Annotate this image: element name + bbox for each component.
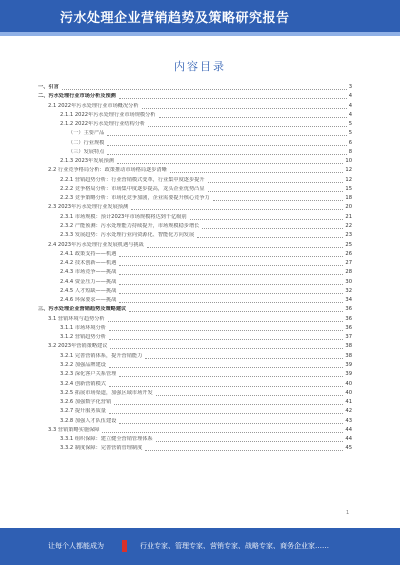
toc-entry[interactable] bbox=[38, 316, 352, 323]
toc-entry[interactable] bbox=[38, 334, 352, 341]
toc-entry-page: 36 bbox=[345, 315, 352, 322]
toc-entry-page: 39 bbox=[345, 361, 352, 368]
toc-entry[interactable] bbox=[38, 306, 352, 313]
toc-leader-dots bbox=[170, 169, 344, 173]
table-of-contents bbox=[38, 84, 352, 455]
toc-leader-dots bbox=[107, 142, 346, 146]
toc-entry-label: 2.4 2023年污水处理行业发展机遇与挑战 bbox=[48, 241, 144, 248]
toc-entry-page: 39 bbox=[345, 371, 352, 378]
toc-entry-page: 38 bbox=[345, 352, 352, 359]
toc-leader-dots bbox=[197, 234, 343, 238]
toc-entry[interactable] bbox=[38, 381, 352, 388]
toc-leader-dots bbox=[159, 114, 347, 118]
toc-entry-label: 2.3 2023年污水处理行业发展预测 bbox=[48, 204, 129, 211]
toc-entry[interactable] bbox=[38, 177, 352, 184]
toc-entry[interactable] bbox=[38, 343, 352, 350]
toc-entry-label: 2.2 行业竞争格局分析：政策推动市场格局逐步清晰 bbox=[48, 167, 167, 174]
toc-entry-page: 8 bbox=[348, 148, 352, 155]
toc-leader-dots bbox=[145, 447, 343, 451]
toc-entry-label: 三、污水处理企业营销趋势及策略建议 bbox=[38, 306, 127, 313]
toc-leader-dots bbox=[108, 318, 344, 322]
toc-entry-label: 2.4.1 政策支持——机遇 bbox=[60, 250, 117, 257]
toc-leader-dots bbox=[119, 290, 343, 294]
toc-entry-page: 32 bbox=[345, 287, 352, 294]
toc-entry[interactable] bbox=[38, 279, 352, 286]
toc-leader-dots bbox=[145, 355, 343, 359]
toc-entry-page: 10 bbox=[345, 158, 352, 165]
page-number: 1 bbox=[346, 510, 350, 516]
header-stripe bbox=[0, 32, 400, 36]
toc-entry[interactable] bbox=[38, 436, 352, 443]
toc-entry[interactable] bbox=[38, 399, 352, 406]
toc-entry-page: 40 bbox=[345, 389, 352, 396]
toc-leader-dots bbox=[148, 123, 347, 127]
toc-entry-label: 3.2.5 拓展市场渠道，加强区域市场开发 bbox=[60, 389, 153, 396]
toc-entry-page: 37 bbox=[345, 334, 352, 341]
toc-entry-page: 27 bbox=[345, 260, 352, 267]
toc-entry-label: 2.4.3 市场竞争——挑战 bbox=[60, 269, 117, 276]
toc-entry-label: （三）发展特点 bbox=[68, 148, 105, 155]
toc-leader-dots bbox=[110, 345, 343, 349]
toc-leader-dots bbox=[109, 364, 343, 368]
toc-entry-page: 45 bbox=[345, 445, 352, 452]
toc-entry[interactable] bbox=[38, 362, 352, 369]
toc-entry[interactable] bbox=[38, 149, 352, 156]
toc-entry[interactable] bbox=[38, 93, 352, 100]
toc-entry[interactable] bbox=[38, 121, 352, 128]
toc-entry-page: 12 bbox=[345, 176, 352, 183]
toc-entry-page: 44 bbox=[345, 426, 352, 433]
toc-entry[interactable] bbox=[38, 325, 352, 332]
toc-entry-label: 2.1.2 2022年污水处理行业结构分析 bbox=[60, 121, 146, 128]
toc-entry[interactable] bbox=[38, 130, 352, 137]
toc-leader-dots bbox=[208, 188, 344, 192]
toc-entry-label: 2.3.3 发展趋势：污水处理行业向资源化、智能化方向发展 bbox=[60, 232, 195, 239]
toc-entry-label: 3.2.7 提升服务质量 bbox=[60, 408, 106, 415]
report-title: 污水处理企业营销趋势及策略研究报告 bbox=[60, 11, 290, 26]
toc-entry-label: 2.3.2 产能预测：污水处理能力持续提升，市场规模稳步增长 bbox=[60, 222, 200, 229]
footer-tagline: 行业专家、管理专家、营销专家、战略专家、商务企业家…… bbox=[140, 542, 329, 550]
toc-entry[interactable] bbox=[38, 214, 352, 221]
toc-entry-page: 18 bbox=[345, 195, 352, 202]
toc-entry-label: 3.1.1 市场环境分析 bbox=[60, 324, 106, 331]
toc-entry[interactable] bbox=[38, 390, 352, 397]
toc-entry[interactable] bbox=[38, 371, 352, 378]
toc-entry[interactable] bbox=[38, 297, 352, 304]
toc-entry-label: 2.1.3 2023年发展预测 bbox=[60, 158, 114, 165]
toc-leader-dots bbox=[109, 410, 343, 414]
toc-leader-dots bbox=[119, 271, 343, 275]
toc-entry[interactable] bbox=[38, 186, 352, 193]
toc-entry[interactable] bbox=[38, 408, 352, 415]
toc-entry-label: 3.2.6 加强数字化营销 bbox=[60, 399, 112, 406]
toc-leader-dots bbox=[147, 244, 344, 248]
toc-entry-label: 3.2.8 加强人才队伍建设 bbox=[60, 417, 117, 424]
toc-entry-label: 2.1 2022年污水处理行业市场概况分析 bbox=[48, 102, 139, 109]
toc-entry[interactable] bbox=[38, 445, 352, 452]
toc-entry-label: 3.1 营销环境与趋势分析 bbox=[48, 315, 105, 322]
toc-entry-label: 3.2.2 加强品牌建设 bbox=[60, 361, 106, 368]
toc-entry-label: 2.3.1 市场规模：预计2023年市场规模将达到千亿级别 bbox=[60, 213, 187, 220]
toc-leader-dots bbox=[119, 262, 343, 266]
toc-entry[interactable] bbox=[38, 204, 352, 211]
toc-entry-page: 5 bbox=[348, 130, 352, 137]
toc-leader-dots bbox=[129, 308, 343, 312]
toc-entry-label: 3.3 营销策略实施保障 bbox=[48, 426, 100, 433]
toc-leader-dots bbox=[109, 327, 343, 331]
toc-entry-page: 23 bbox=[345, 232, 352, 239]
toc-entry-page: 41 bbox=[345, 399, 352, 406]
toc-entry[interactable] bbox=[38, 167, 352, 174]
toc-leader-dots bbox=[109, 383, 343, 387]
toc-entry[interactable] bbox=[38, 353, 352, 360]
toc-entry-label: 3.1.2 营销趋势分析 bbox=[60, 334, 106, 341]
report-header bbox=[0, 0, 400, 32]
toc-entry[interactable] bbox=[38, 223, 352, 230]
toc-leader-dots bbox=[156, 392, 344, 396]
toc-entry-page: 20 bbox=[345, 204, 352, 211]
toc-entry-page: 28 bbox=[345, 269, 352, 276]
toc-entry[interactable] bbox=[38, 232, 352, 239]
toc-entry-page: 15 bbox=[345, 185, 352, 192]
toc-entry-page: 44 bbox=[345, 436, 352, 443]
toc-leader-dots bbox=[119, 299, 343, 303]
toc-leader-dots bbox=[131, 206, 343, 210]
toc-leader-dots bbox=[102, 429, 343, 433]
toc-entry[interactable] bbox=[38, 84, 352, 91]
toc-leader-dots bbox=[119, 95, 347, 99]
toc-entry-page: 6 bbox=[348, 139, 352, 146]
toc-entry-page: 34 bbox=[345, 297, 352, 304]
toc-entry-page: 38 bbox=[345, 343, 352, 350]
toc-entry[interactable] bbox=[38, 269, 352, 276]
toc-entry-label: 2.2.3 竞争策略分析：市场化竞争加剧，企业需要提升核心竞争力 bbox=[60, 195, 210, 202]
footer-banner bbox=[0, 528, 400, 565]
toc-entry-label: 2.2.2 竞争格局分析：市场集中度逐步提高，龙头企业优势凸显 bbox=[60, 185, 205, 192]
toc-leader-dots bbox=[119, 281, 343, 285]
toc-entry-page: 4 bbox=[348, 111, 352, 118]
toc-leader-dots bbox=[213, 197, 344, 201]
toc-leader-dots bbox=[107, 151, 346, 155]
toc-entry-page: 5 bbox=[348, 121, 352, 128]
toc-entry[interactable] bbox=[38, 260, 352, 267]
toc-leader-dots bbox=[202, 225, 343, 229]
toc-entry-label: 2.4.6 环保要求——挑战 bbox=[60, 297, 117, 304]
toc-leader-dots bbox=[107, 132, 346, 136]
toc-entry[interactable] bbox=[38, 103, 352, 110]
toc-entry-page: 26 bbox=[345, 250, 352, 257]
toc-leader-dots bbox=[156, 438, 344, 442]
toc-entry-page: 40 bbox=[345, 380, 352, 387]
toc-title: 内容目录 bbox=[174, 60, 226, 73]
toc-leader-dots bbox=[117, 160, 343, 164]
toc-entry-page: 4 bbox=[348, 93, 352, 100]
toc-entry-label: 2.1.1 2022年污水处理行业市场规模分析 bbox=[60, 111, 156, 118]
toc-entry-page: 36 bbox=[345, 324, 352, 331]
footer-accent-bar bbox=[122, 540, 127, 552]
toc-entry-page: 25 bbox=[345, 241, 352, 248]
toc-entry[interactable] bbox=[38, 251, 352, 258]
toc-entry-label: 3.2.3 深化客户关系管理 bbox=[60, 371, 117, 378]
toc-entry[interactable] bbox=[38, 140, 352, 147]
toc-entry-page: 30 bbox=[345, 278, 352, 285]
toc-entry-page: 12 bbox=[345, 167, 352, 174]
toc-entry-label: 2.4.2 技术创新——机遇 bbox=[60, 260, 117, 267]
toc-entry-page: 22 bbox=[345, 222, 352, 229]
toc-entry[interactable] bbox=[38, 158, 352, 165]
toc-entry-label: 2.2.1 营销趋势分析：行业营销模式变革，行业集中度逐步提升 bbox=[60, 176, 205, 183]
toc-entry-label: 一、引言 bbox=[38, 84, 59, 90]
toc-entry-page: 36 bbox=[345, 306, 352, 313]
toc-entry-label: 3.3.2 制度保障：完善营销管理制度 bbox=[60, 445, 143, 452]
toc-entry-page: 4 bbox=[348, 102, 352, 109]
toc-entry[interactable] bbox=[38, 195, 352, 202]
toc-entry[interactable] bbox=[38, 242, 352, 249]
toc-entry[interactable] bbox=[38, 112, 352, 119]
toc-entry-label: 二、污水处理行业市场分析及预测 bbox=[38, 93, 116, 100]
toc-entry-label: 2.4.5 人才短缺——挑战 bbox=[60, 287, 117, 294]
toc-entry[interactable] bbox=[38, 418, 352, 425]
toc-entry-label: 3.2 2023年营销策略建议 bbox=[48, 343, 108, 350]
toc-entry-label: 3.3.1 组织保障：建立健全营销管理体系 bbox=[60, 436, 153, 443]
toc-entry-label: （二）行业规模 bbox=[68, 139, 105, 146]
toc-leader-dots bbox=[119, 373, 343, 377]
toc-entry-label: 3.2.1 完善营销体系，提升营销能力 bbox=[60, 352, 143, 359]
toc-leader-dots bbox=[119, 253, 343, 257]
toc-entry-page: 3 bbox=[348, 84, 352, 90]
toc-entry-page: 43 bbox=[345, 417, 352, 424]
toc-leader-dots bbox=[190, 216, 344, 220]
toc-leader-dots bbox=[208, 179, 344, 183]
toc-entry-label: 3.2.4 创新营销模式 bbox=[60, 380, 106, 387]
toc-leader-dots bbox=[109, 336, 343, 340]
footer-slogan: 让每个人都能成为 bbox=[48, 542, 104, 550]
toc-entry-label: 2.4.4 资金压力——挑战 bbox=[60, 278, 117, 285]
toc-entry-label: （一）主要产品 bbox=[68, 130, 105, 137]
toc-leader-dots bbox=[119, 420, 343, 424]
toc-leader-dots bbox=[62, 86, 347, 90]
toc-leader-dots bbox=[114, 401, 343, 405]
toc-leader-dots bbox=[142, 105, 347, 109]
toc-entry-page: 42 bbox=[345, 408, 352, 415]
toc-entry[interactable] bbox=[38, 288, 352, 295]
toc-entry[interactable] bbox=[38, 427, 352, 434]
toc-entry-page: 21 bbox=[345, 213, 352, 220]
